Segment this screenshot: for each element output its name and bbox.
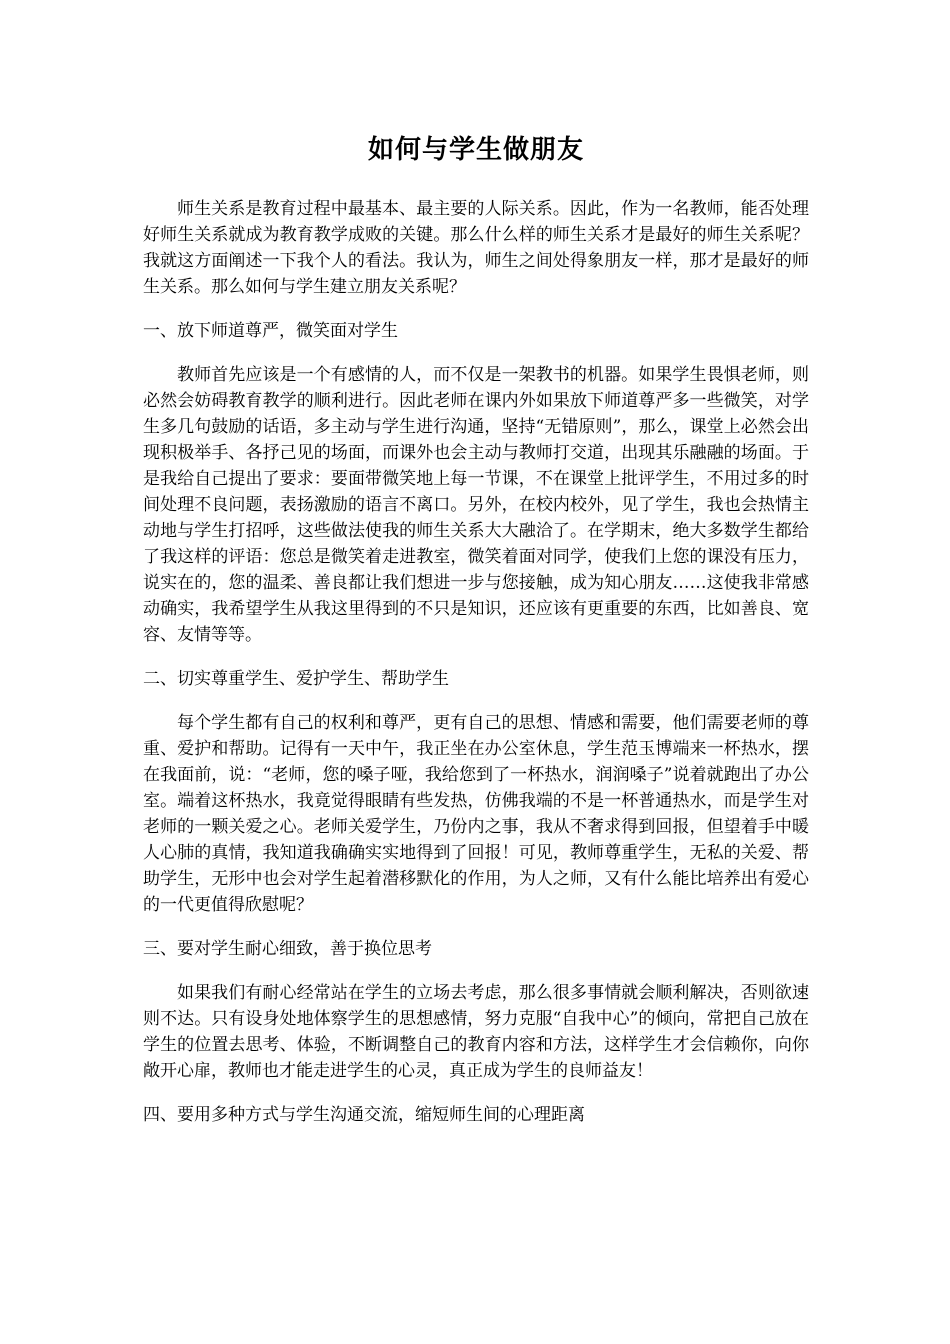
- section-2-body: 每个学生都有自己的权利和尊严，更有自己的思想、情感和需要，他们需要老师的尊重、爱护和帮助。记得有一天中午，我正坐在办公室休息，学生范玉博端来一杯热水，摆在我面前，说：“老师，您的嗓子哑，我给您到了一杯热水，润润嗓子”说着就跑出了办公室。端着这杯热水，我竟觉得眼睛有些发热，仿佛我端的不是一杯普通热水，而是学生对老师的一颗关爱之心。老师关爱学生，乃份内之事，我从不奢求得到回报，但望着手中暖人心肺的真情，我知道我确确实实地得到了回报！可见，教师尊重学生，无私的关爱、帮助学生，无形中也会对学生起着潜移默化的作用，为人之师，又有什么能比培养出有爱心的一代更值得欣慰呢？: [143, 713, 809, 915]
- section-3-body: 如果我们有耐心经常站在学生的立场去考虑，那么很多事情就会顺利解决，否则欲速则不达。只有设身处地体察学生的思想感情，努力克服“自我中心”的倾向，常把自己放在学生的位置去思考、体验，不断调整自己的教育内容和方法，这样学生才会信赖你，向你敞开心扉，教师也才能走进学生的心灵，真正成为学生的良师益友！: [143, 983, 809, 1081]
- section-1-heading: 一、放下师道尊严，微笑面对学生: [143, 321, 398, 341]
- section-1-body: 教师首先应该是一个有感情的人，而不仅是一架教书的机器。如果学生畏惧老师，则必然会妨碍教育教学的顺利进行。因此老师在课内外如果放下师道尊严多一些微笑，对学生多几句鼓励的话语，多主动与学生进行沟通，坚持“无错原则”，那么，课堂上必然会出现积极举手、各抒己见的场面，而课外也会主动与教师打交道，出现其乐融融的场面。于是我给自己提出了要求：要面带微笑地上每一节课，不在课堂上批评学生，不用过多的时间处理不良问题，表扬激励的语言不离口。另外，在校内校外，见了学生，我也会热情主动地与学生打招呼，这些做法使我的师生关系大大融洽了。在学期末，绝大多数学生都给了我这样的评语：您总是微笑着走进教室，微笑着面对同学，使我们上您的课没有压力，说实在的，您的温柔、善良都让我们想进一步与您接触，成为知心朋友……这使我非常感动确实，我希望学生从我这里得到的不只是知识，还应该有更重要的东西，比如善良、宽容、友情等等。: [143, 365, 809, 645]
- document-page: [143, 128, 809, 1146]
- section-3-heading: 三、要对学生耐心细致，善于换位思考: [143, 939, 432, 959]
- document-title: 如何与学生做朋友: [367, 135, 584, 165]
- section-2-heading: 二、切实尊重学生、爱护学生、帮助学生: [143, 669, 449, 689]
- intro-paragraph: 师生关系是教育过程中最基本、最主要的人际关系。因此，作为一名教师，能否处理好师生关系就成为教育教学成败的关键。那么什么样的师生关系才是最好的师生关系呢？我就这方面阐述一下我个人的看法。我认为，师生之间处得象朋友一样，那才是最好的师生关系。那么如何与学生建立朋友关系呢？: [143, 199, 809, 297]
- section-4-heading: 四、要用多种方式与学生沟通交流，缩短师生间的心理距离: [143, 1105, 585, 1125]
